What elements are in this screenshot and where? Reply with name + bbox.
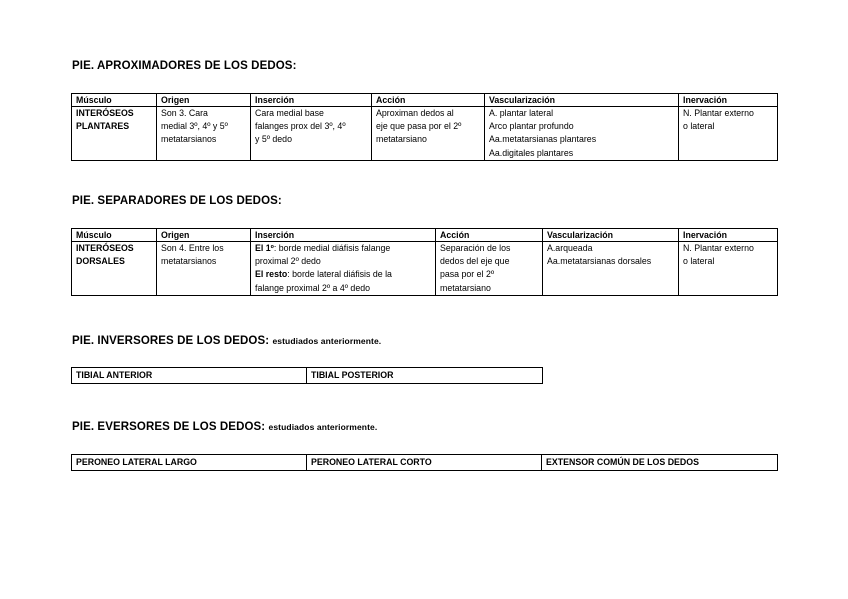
cell-inervacion: N. Plantar externo o lateral bbox=[679, 107, 778, 161]
cell-peroneo-corto: PERONEO LATERAL CORTO bbox=[307, 455, 542, 471]
cell-musculo: INTERÓSEOS PLANTARES bbox=[72, 107, 157, 161]
header-cell: Músculo bbox=[72, 94, 157, 107]
header-cell: Músculo bbox=[72, 229, 157, 242]
cell-insercion: Cara medial base falanges prox del 3º, 4º y 5º dedo bbox=[251, 107, 372, 161]
cell-tibial-posterior: TIBIAL POSTERIOR bbox=[307, 368, 543, 384]
section-title-inversores: PIE. INVERSORES DE LOS DEDOS: estudiados anteriormente. bbox=[72, 335, 382, 347]
header-cell: Inervación bbox=[679, 94, 778, 107]
header-cell: Acción bbox=[372, 94, 485, 107]
cell-accion: Aproximan dedos al eje que pasa por el 2º metatarsiano bbox=[372, 107, 485, 161]
cell-vascularizacion: A. plantar lateral Arco plantar profundo Aa.metatarsianas plantares Aa.digitales plantares bbox=[485, 107, 679, 161]
header-cell: Inserción bbox=[251, 229, 436, 242]
table-row bbox=[72, 368, 543, 384]
cell-peroneo-largo: PERONEO LATERAL LARGO bbox=[72, 455, 307, 471]
table-header-row bbox=[72, 229, 778, 242]
table-aproximadores bbox=[71, 93, 778, 161]
section-title-eversores: PIE. EVERSORES DE LOS DEDOS: estudiados anteriormente. bbox=[72, 421, 378, 433]
cell-insercion: El 1º: borde medial diáfisis falange proximal 2º dedo El resto: borde lateral diáfisis de la falange proximal 2º a 4º dedo bbox=[251, 242, 436, 296]
table-row bbox=[72, 107, 778, 161]
header-cell: Inervación bbox=[679, 229, 778, 242]
cell-origen: Son 4. Entre los metatarsianos bbox=[157, 242, 251, 296]
header-cell: Inserción bbox=[251, 94, 372, 107]
table-eversores bbox=[71, 454, 778, 471]
cell-extensor-comun: EXTENSOR COMÚN DE LOS DEDOS bbox=[542, 455, 778, 471]
cell-musculo: INTERÓSEOS DORSALES bbox=[72, 242, 157, 296]
table-header-row bbox=[72, 94, 778, 107]
header-cell: Acción bbox=[436, 229, 543, 242]
table-separadores bbox=[71, 228, 778, 296]
section-title-separadores: PIE. SEPARADORES DE LOS DEDOS: bbox=[72, 195, 282, 207]
cell-tibial-anterior: TIBIAL ANTERIOR bbox=[72, 368, 307, 384]
section-subtitle: estudiados anteriormente. bbox=[272, 336, 382, 346]
section-title-aproximadores: PIE. APROXIMADORES DE LOS DEDOS: bbox=[72, 60, 297, 72]
header-cell: Vascularización bbox=[543, 229, 679, 242]
cell-accion: Separación de los dedos del eje que pasa por el 2º metatarsiano bbox=[436, 242, 543, 296]
header-cell: Vascularización bbox=[485, 94, 679, 107]
table-inversores bbox=[71, 367, 543, 384]
cell-inervacion: N. Plantar externo o lateral bbox=[679, 242, 778, 296]
header-cell: Origen bbox=[157, 94, 251, 107]
cell-vascularizacion: A.arqueada Aa.metatarsianas dorsales bbox=[543, 242, 679, 296]
section-subtitle: estudiados anteriormente. bbox=[268, 422, 378, 432]
cell-origen: Son 3. Cara medial 3º, 4º y 5º metatarsianos bbox=[157, 107, 251, 161]
header-cell: Origen bbox=[157, 229, 251, 242]
table-row bbox=[72, 455, 778, 471]
table-row bbox=[72, 242, 778, 296]
